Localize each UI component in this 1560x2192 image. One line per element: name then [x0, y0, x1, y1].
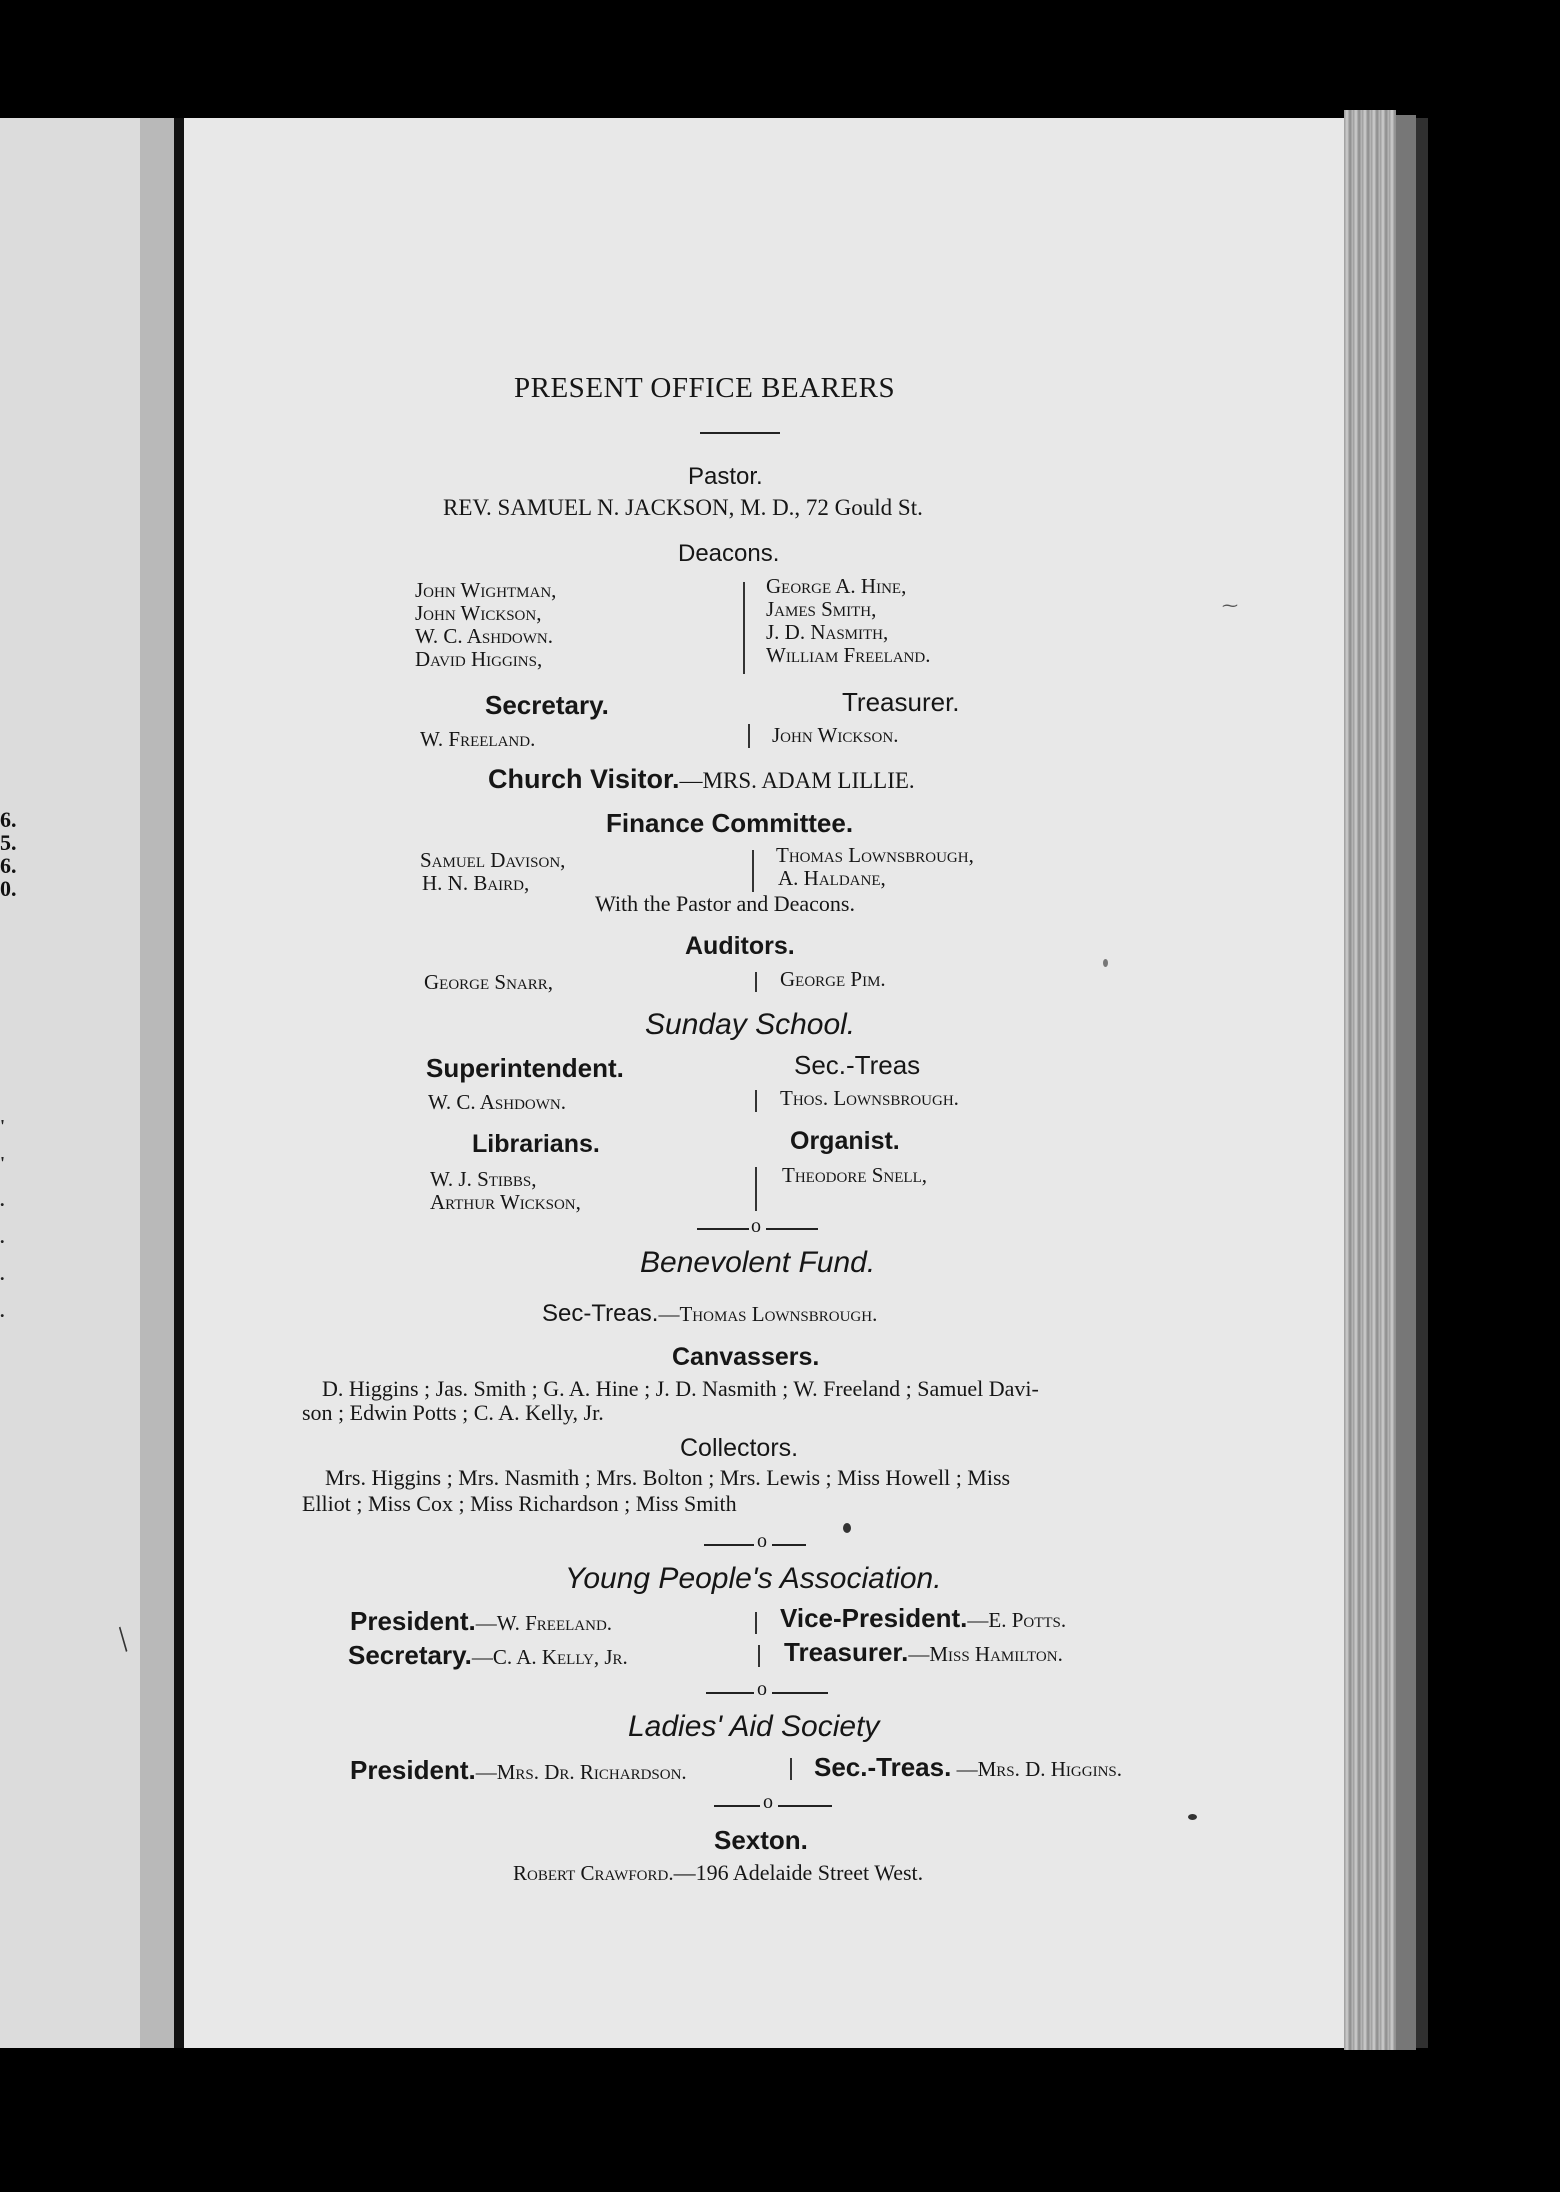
ink-speck — [1103, 959, 1108, 967]
canvassers-list: D. Higgins ; Jas. Smith ; G. A. Hine ; J. D. Nasmith ; W. Freeland ; Samuel Davi- — [322, 1376, 1039, 1401]
secretary-name: W. Freeland. — [420, 727, 536, 751]
yp-vice-president-label: Vice-President. — [780, 1603, 968, 1633]
auditor-name: George Pim. — [780, 967, 886, 991]
ladies-aid-sec-treas-name: —Mrs. D. Higgins. — [951, 1757, 1122, 1781]
deacon-name: John Wickson, — [415, 601, 542, 625]
page-edges — [1344, 110, 1396, 2050]
divider-rule — [714, 1805, 760, 1807]
margin-mark: . — [0, 1190, 5, 1210]
yp-treasurer-label: Treasurer. — [784, 1637, 909, 1667]
sexton-line — [513, 1860, 923, 1886]
canvassers-heading: Canvassers. — [672, 1343, 820, 1371]
column-divider — [752, 850, 754, 892]
column-divider — [758, 1645, 760, 1667]
yp-treasurer-name: —Miss Hamilton. — [908, 1642, 1063, 1666]
deacon-name: George A. Hine, — [766, 574, 907, 598]
yp-president-name: —W. Freeland. — [475, 1611, 613, 1635]
yp-secretary-name: —C. A. Kelly, Jr. — [471, 1645, 628, 1669]
church-visitor-name: —MRS. ADAM LILLIE. — [679, 768, 915, 793]
column-divider — [755, 972, 757, 992]
yp-vice-president — [780, 1603, 1066, 1634]
column-divider — [755, 1167, 757, 1211]
finance-committee-note: With the Pastor and Deacons. — [595, 891, 855, 916]
ink-speck: ⁓ — [1222, 598, 1238, 615]
treasurer-name: John Wickson. — [772, 723, 899, 747]
organist-heading: Organist. — [790, 1127, 900, 1155]
librarian-name: Arthur Wickson, — [430, 1190, 581, 1214]
ladies-aid-president-label: President. — [350, 1755, 476, 1785]
margin-number: 6. — [0, 807, 17, 832]
sexton-address: —196 Adelaide Street West. — [673, 1860, 924, 1885]
column-divider — [790, 1758, 792, 1780]
committee-member: Samuel Davison, — [420, 848, 566, 872]
canvassers-list: son ; Edwin Potts ; C. A. Kelly, Jr. — [302, 1400, 604, 1425]
superintendent-name: W. C. Ashdown. — [428, 1090, 566, 1114]
gutter-shadow — [174, 118, 184, 2048]
column-divider — [743, 582, 745, 674]
yp-secretary-label: Secretary. — [348, 1640, 472, 1670]
ladies-aid-president-name: —Mrs. Dr. Richardson. — [475, 1760, 687, 1784]
librarian-name: W. J. Stibbs, — [430, 1167, 537, 1191]
margin-mark: . — [0, 1264, 5, 1284]
yp-president — [350, 1606, 612, 1637]
pastor-name: REV. SAMUEL N. JACKSON, M. D., 72 Gould St. — [443, 495, 923, 520]
treasurer-heading: Treasurer. — [842, 687, 960, 717]
divider-rule — [772, 1544, 806, 1546]
left-margin-numbers — [0, 808, 30, 900]
pastor-heading: Pastor. — [688, 463, 763, 490]
secretary-heading: Secretary. — [485, 690, 609, 720]
benevolent-sec-treas — [542, 1300, 877, 1328]
auditors-heading: Auditors. — [685, 932, 795, 960]
superintendent-heading: Superintendent. — [426, 1053, 624, 1083]
deacon-name: J. D. Nasmith, — [766, 620, 889, 644]
margin-mark: . — [0, 1227, 5, 1247]
ladies-aid-sec-treas-label: Sec.-Treas. — [814, 1752, 952, 1782]
page-edges-shadow — [1396, 115, 1416, 2050]
ladies-aid-sec-treas — [814, 1752, 1122, 1783]
margin-mark: ' — [0, 1116, 6, 1136]
benevolent-sec-treas-name: —Thomas Lownsbrough. — [658, 1302, 878, 1326]
benevolent-sec-treas-label: Sec-Treas. — [542, 1300, 659, 1327]
column-divider — [755, 1090, 757, 1112]
margin-number: 6. — [0, 853, 17, 878]
divider-rule — [778, 1805, 832, 1807]
divider-rule — [706, 1692, 754, 1694]
ladies-aid-heading: Ladies' Aid Society — [628, 1710, 880, 1743]
sexton-heading: Sexton. — [714, 1825, 808, 1855]
title-rule — [700, 432, 780, 434]
sunday-school-heading: Sunday School. — [645, 1008, 856, 1041]
sec-treas-heading: Sec.-Treas — [794, 1050, 921, 1080]
ink-speck — [1188, 1814, 1197, 1820]
librarians-heading: Librarians. — [472, 1130, 600, 1158]
divider-mark: o — [751, 1215, 761, 1237]
collectors-list: Mrs. Higgins ; Mrs. Nasmith ; Mrs. Bolton ; Mrs. Lewis ; Miss Howell ; Miss — [325, 1465, 1011, 1490]
scan-background — [0, 0, 1560, 118]
yp-president-label: President. — [350, 1606, 476, 1636]
ladies-aid-president — [350, 1755, 687, 1786]
divider-rule — [772, 1692, 828, 1694]
column-divider — [748, 724, 750, 748]
margin-mark: ' — [0, 1153, 6, 1173]
deacon-name: John Wightman, — [415, 578, 557, 602]
committee-member: Thomas Lownsbrough, — [776, 843, 974, 867]
divider-rule — [704, 1544, 754, 1546]
column-divider — [755, 1612, 757, 1634]
pen-mark: / — [107, 1619, 139, 1659]
yp-secretary — [348, 1640, 628, 1671]
benevolent-fund-heading: Benevolent Fund. — [640, 1246, 876, 1279]
left-page-fragment — [0, 118, 140, 2048]
ink-speck — [843, 1523, 851, 1533]
margin-mark: . — [0, 1301, 5, 1321]
divider-mark: o — [763, 1791, 773, 1813]
committee-member: A. Haldane, — [778, 866, 886, 890]
collectors-heading: Collectors. — [680, 1434, 799, 1462]
deacon-name: W. C. Ashdown. — [415, 624, 553, 648]
auditor-name: George Snarr, — [424, 970, 554, 994]
left-margin-marks — [0, 1108, 20, 1330]
committee-member: H. N. Baird, — [422, 871, 530, 895]
sec-treas-name: Thos. Lownsbrough. — [780, 1086, 959, 1110]
church-visitor-label: Church Visitor. — [488, 764, 680, 794]
divider-rule — [697, 1228, 749, 1230]
yp-vice-president-name: —E. Potts. — [967, 1608, 1067, 1632]
young-peoples-heading: Young People's Association. — [565, 1562, 942, 1595]
sexton-name: Robert Crawford. — [513, 1861, 674, 1885]
yp-treasurer — [784, 1637, 1063, 1668]
divider-mark: o — [757, 1530, 767, 1552]
deacon-name: James Smith, — [766, 597, 877, 621]
collectors-list: Elliot ; Miss Cox ; Miss Richardson ; Miss Smith — [302, 1491, 737, 1516]
divider-rule — [766, 1228, 818, 1230]
deacon-name: William Freeland. — [766, 643, 931, 667]
page-title: PRESENT OFFICE BEARERS — [514, 372, 896, 404]
organist-name: Theodore Snell, — [782, 1163, 927, 1187]
deacon-name: David Higgins, — [415, 647, 543, 671]
finance-committee-heading: Finance Committee. — [606, 808, 854, 838]
church-visitor — [488, 764, 915, 795]
margin-number: 5. — [0, 830, 17, 855]
margin-number: 0. — [0, 876, 17, 901]
divider-mark: o — [757, 1678, 767, 1700]
cover-edge — [1416, 118, 1428, 2048]
deacons-heading: Deacons. — [678, 540, 780, 567]
